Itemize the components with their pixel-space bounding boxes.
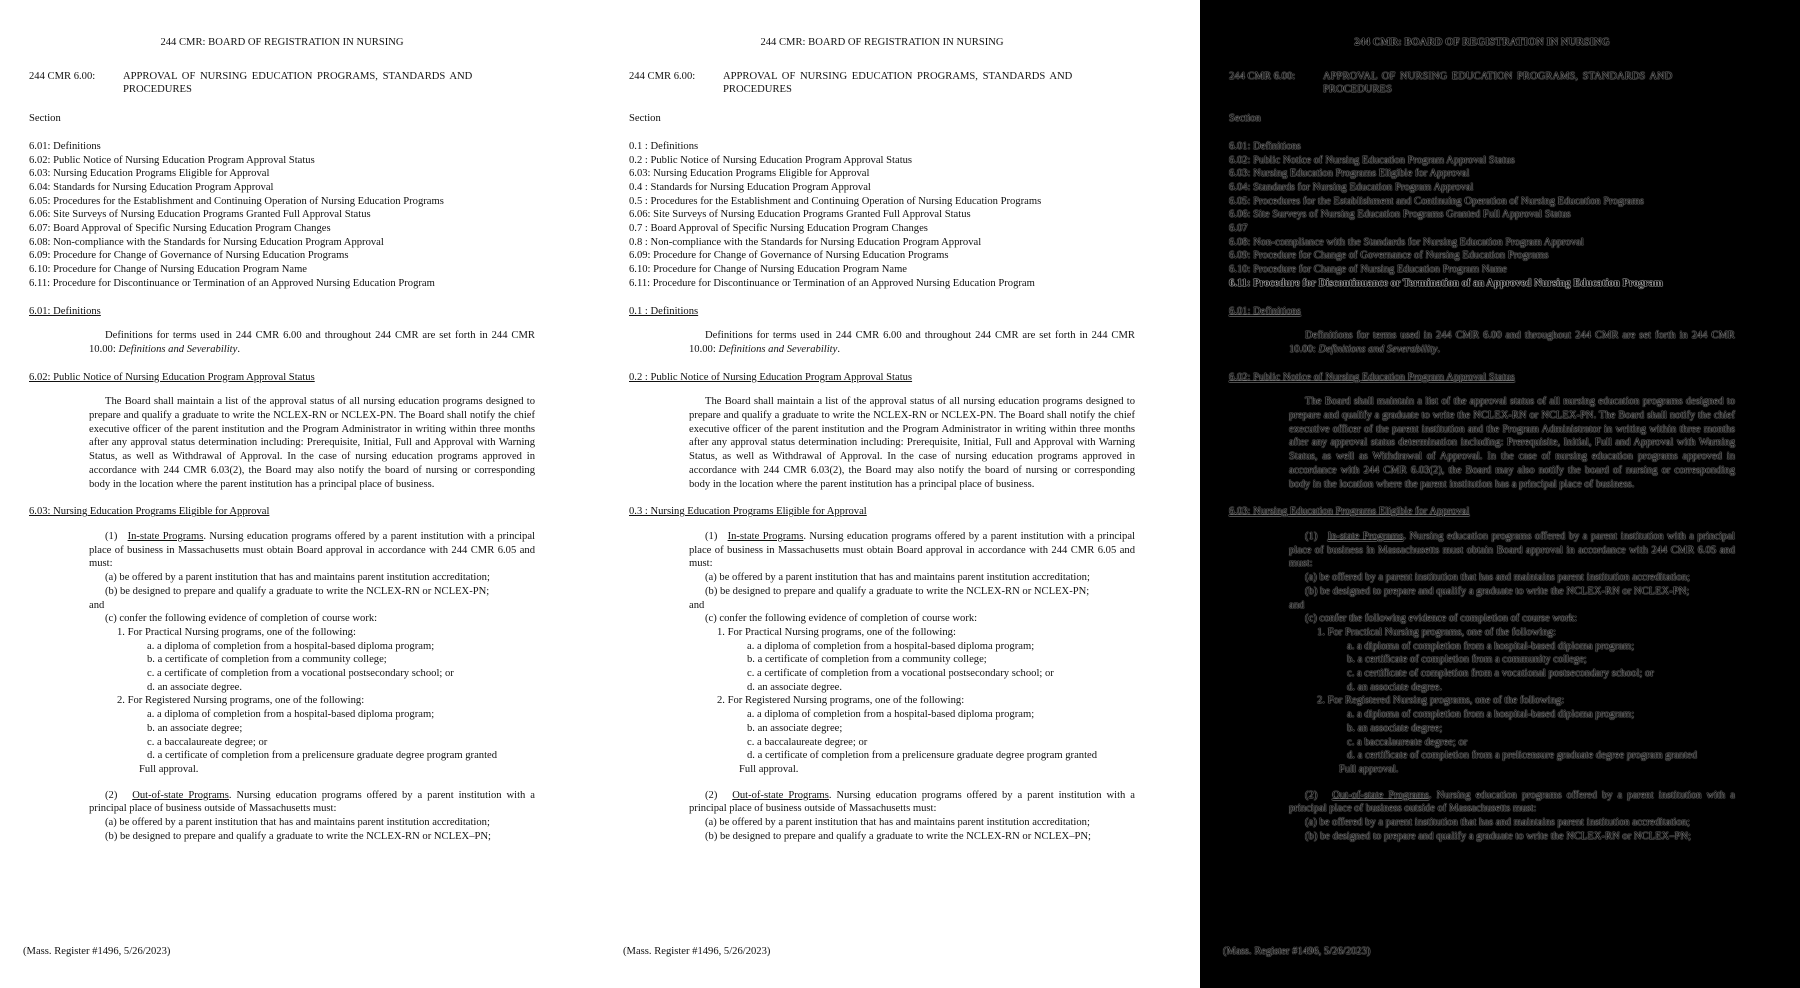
document-page-3: [1200, 0, 1800, 988]
in-state-text: . Nursing education programs offered by a parent institution with a principal place of business in Massachusetts must obtain Board approval in accordance with 244 CMR 6.05 and must:: [1289, 530, 1736, 570]
in-state-paragraph: [89, 530, 535, 571]
public-notice-paragraph: [629, 395, 1135, 491]
toc-entry: 6.08: Non-compliance with the Standards for Nursing Education Program Approval: [29, 236, 384, 248]
table-of-contents: [629, 140, 1135, 291]
page-content: [29, 36, 535, 855]
registered-nursing-heading: 2. For Registered Nursing programs, one of the following:: [1317, 695, 1565, 707]
out-of-state-paragraph: [89, 789, 535, 816]
toc-entry: 6.08: Non-compliance with the Standards for Nursing Education Program Approval: [1229, 236, 1584, 248]
registered-item-a: a. a diploma of completion from a hospital-based diploma program;: [747, 709, 1035, 721]
public-notice-text: The Board shall maintain a list of the approval status of all nursing education programs designed to prepare and qualify a graduate to write the NCLEX-RN or NCLEX-PN. The Board shall notify the chief executive officer of the parent institution and the Program Administrator in writing within three months after any approval status determination including: Prerequisite, Initial, Full and Approval with Warning Status, as well as Withdrawal of Approval. In the case of nursing education programs approved in accordance with 244 CMR 6.03(2), the Board may also notify the board of nursing or corresponding body in the location where the parent institution has a principal place of business.: [1289, 396, 1735, 490]
toc-entry: 6.06: Site Surveys of Nursing Education Programs Granted Full Approval Status: [629, 209, 971, 221]
definitions-citation: Definitions and Severability: [1318, 343, 1438, 355]
registered-item-b: b. an associate degree;: [747, 722, 843, 734]
toc-entry: 6.03: Nursing Education Programs Eligible for Approval: [629, 168, 870, 180]
chapter-title: APPROVAL OF NURSING EDUCATION PROGRAMS, STANDARDS AND PROCEDURES: [1323, 70, 1673, 96]
chapter-heading: [1229, 70, 1735, 97]
list-item-c: (c) confer the following evidence of completion of course work:: [105, 613, 378, 625]
list-connector: and: [689, 599, 705, 611]
chapter-heading: [29, 70, 535, 97]
toc-entry: 6.04: Standards for Nursing Education Program Approval: [29, 181, 274, 193]
section-heading-eligible-programs: 6.03: Nursing Education Programs Eligible for Approval: [1229, 506, 1470, 518]
toc-entry: 0.1 : Definitions: [629, 140, 699, 152]
in-state-block: [629, 530, 1135, 777]
out-of-state-item-b: (b) be designed to prepare and qualify a graduate to write the NCLEX-RN or NCLEX–PN;: [705, 830, 1091, 842]
out-of-state-text: . Nursing education programs offered by a parent institution with a principal place of business outside of Massachusetts must:: [689, 789, 1135, 815]
out-of-state-block: [1229, 789, 1735, 844]
toc-entry: 6.03: Nursing Education Programs Eligible for Approval: [29, 168, 270, 180]
toc-entry: 6.06: Site Surveys of Nursing Education Programs Granted Full Approval Status: [1229, 209, 1571, 221]
registered-item-a: a. a diploma of completion from a hospital-based diploma program;: [1347, 709, 1635, 721]
chapter-heading: [629, 70, 1135, 97]
list-item-a: (a) be offered by a parent institution that has and maintains parent institution accreditation;: [705, 572, 1090, 584]
page-footer: (Mass. Register #1496, 5/26/2023): [23, 946, 171, 957]
registered-item-b: b. an associate degree;: [147, 722, 243, 734]
section-label: Section: [29, 113, 61, 125]
toc-entry: 6.07: [1229, 223, 1248, 235]
out-of-state-number: (2): [1305, 789, 1318, 801]
public-notice-text: The Board shall maintain a list of the approval status of all nursing education programs designed to prepare and qualify a graduate to write the NCLEX-RN or NCLEX-PN. The Board shall notify the chief executive officer of the parent institution and the Program Administrator in writing within three months after any approval status determination including: Prerequisite, Initial, Full and Approval with Warning Status, as well as Withdrawal of Approval. In the case of nursing education programs approved in accordance with 244 CMR 6.03(2), the Board may also notify the board of nursing or corresponding body in the location where the parent institution has a principal place of business.: [89, 396, 535, 490]
in-state-text: . Nursing education programs offered by a parent institution with a principal place of business in Massachusetts must obtain Board approval in accordance with 244 CMR 6.05 and must:: [689, 530, 1136, 570]
list-item-b: (b) be designed to prepare and qualify a graduate to write the NCLEX-RN or NCLEX-PN;: [105, 585, 490, 597]
definitions-text: Definitions for terms used in 244 CMR 6.00 and throughout 244 CMR are set forth in 244 CMR 10.00:: [689, 330, 1135, 355]
practical-item-c: c. a certificate of completion from a vocational postsecondary school; or: [1347, 668, 1654, 680]
list-item-a: (a) be offered by a parent institution that has and maintains parent institution accreditation;: [1305, 572, 1690, 584]
out-of-state-item-b: (b) be designed to prepare and qualify a graduate to write the NCLEX-RN or NCLEX–PN;: [105, 830, 491, 842]
toc-entry: 6.02: Public Notice of Nursing Education Program Approval Status: [29, 154, 315, 166]
table-of-contents: [29, 140, 535, 291]
out-of-state-number: (2): [105, 789, 118, 801]
registered-item-d: d. a certificate of completion from a prelicensure graduate degree program granted: [147, 750, 498, 762]
practical-item-d: d. an associate degree.: [1347, 681, 1443, 693]
public-notice-paragraph: [1229, 395, 1735, 491]
document-page-1: [0, 0, 600, 988]
out-of-state-paragraph: [1289, 789, 1735, 816]
section-heading-eligible-programs: 0.3 : Nursing Education Programs Eligible for Approval: [629, 506, 867, 518]
running-header: 244 CMR: BOARD OF REGISTRATION IN NURSING: [1354, 37, 1610, 48]
registered-item-c: c. a baccalaureate degree; or: [147, 736, 268, 748]
definitions-end: .: [237, 343, 240, 355]
in-state-heading: In-state Programs: [127, 530, 204, 542]
out-of-state-item-a: (a) be offered by a parent institution that has and maintains parent institution accreditation;: [1305, 817, 1690, 829]
section-heading-public-notice: 0.2 : Public Notice of Nursing Education Program Approval Status: [629, 371, 913, 383]
out-of-state-item-b: (b) be designed to prepare and qualify a graduate to write the NCLEX-RN or NCLEX–PN;: [1305, 830, 1691, 842]
toc-entry: 6.05: Procedures for the Establishment and Continuing Operation of Nursing Education Programs: [29, 195, 444, 207]
practical-item-a: a. a diploma of completion from a hospital-based diploma program;: [1347, 640, 1635, 652]
practical-item-c: c. a certificate of completion from a vocational postsecondary school; or: [147, 668, 454, 680]
toc-entry: 0.2 : Public Notice of Nursing Education Program Approval Status: [629, 154, 913, 166]
page-footer: (Mass. Register #1496, 5/26/2023): [1223, 946, 1371, 957]
toc-entry: 6.03: Nursing Education Programs Eligible for Approval: [1229, 168, 1470, 180]
practical-item-a: a. a diploma of completion from a hospital-based diploma program;: [147, 640, 435, 652]
section-label: Section: [1229, 113, 1261, 125]
list-item-b: (b) be designed to prepare and qualify a graduate to write the NCLEX-RN or NCLEX-PN;: [1305, 585, 1690, 597]
chapter-title: APPROVAL OF NURSING EDUCATION PROGRAMS, STANDARDS AND PROCEDURES: [123, 70, 473, 96]
chapter-number: 244 CMR 6.00:: [629, 70, 696, 82]
in-state-text: . Nursing education programs offered by a parent institution with a principal place of business in Massachusetts must obtain Board approval in accordance with 244 CMR 6.05 and must:: [89, 530, 536, 570]
registered-nursing-heading: 2. For Registered Nursing programs, one of the following:: [117, 695, 365, 707]
list-item-a: (a) be offered by a parent institution that has and maintains parent institution accreditation;: [105, 572, 490, 584]
toc-entry: 6.10: Procedure for Change of Nursing Education Program Name: [29, 264, 308, 276]
section-heading-definitions: 6.01: Definitions: [1229, 305, 1301, 317]
toc-entry: 6.04: Standards for Nursing Education Program Approval: [1229, 181, 1474, 193]
practical-nursing-heading: 1. For Practical Nursing programs, one of the following:: [117, 626, 356, 638]
page-content: [1229, 36, 1735, 855]
registered-nursing-heading: 2. For Registered Nursing programs, one of the following:: [717, 695, 965, 707]
practical-nursing-heading: 1. For Practical Nursing programs, one of the following:: [1317, 626, 1556, 638]
in-state-paragraph: [1289, 530, 1735, 571]
section-heading-definitions: 6.01: Definitions: [29, 305, 101, 317]
chapter-number: 244 CMR 6.00:: [1229, 70, 1296, 82]
definitions-end: .: [1437, 343, 1440, 355]
running-header: 244 CMR: BOARD OF REGISTRATION IN NURSING: [160, 37, 404, 48]
toc-entry: 6.11: Procedure for Discontinuance or Termination of an Approved Nursing Education Program: [1229, 277, 1663, 289]
list-item-c: (c) confer the following evidence of completion of course work:: [1305, 613, 1578, 625]
list-item-b: (b) be designed to prepare and qualify a graduate to write the NCLEX-RN or NCLEX-PN;: [705, 585, 1090, 597]
toc-entry: 6.09: Procedure for Change of Governance of Nursing Education Programs: [29, 250, 349, 262]
in-state-number: (1): [705, 530, 718, 542]
out-of-state-heading: Out-of-state Programs: [732, 789, 829, 801]
registered-item-a: a. a diploma of completion from a hospital-based diploma program;: [147, 709, 435, 721]
practical-item-b: b. a certificate of completion from a community college;: [747, 654, 987, 666]
in-state-paragraph: [689, 530, 1135, 571]
registered-item-d: d. a certificate of completion from a prelicensure graduate degree program granted: [747, 750, 1098, 762]
out-of-state-number: (2): [705, 789, 718, 801]
section-label: Section: [629, 113, 661, 125]
toc-entry: 6.06: Site Surveys of Nursing Education Programs Granted Full Approval Status: [29, 209, 371, 221]
practical-item-b: b. a certificate of completion from a community college;: [1347, 654, 1587, 666]
definitions-end: .: [837, 343, 840, 355]
definitions-paragraph: [629, 329, 1135, 356]
table-of-contents: [1229, 140, 1735, 291]
definitions-text: Definitions for terms used in 244 CMR 6.00 and throughout 244 CMR are set forth in 244 CMR 10.00:: [89, 330, 535, 355]
practical-item-a: a. a diploma of completion from a hospital-based diploma program;: [747, 640, 1035, 652]
practical-item-c: c. a certificate of completion from a vocational postsecondary school; or: [747, 668, 1054, 680]
toc-entry: 6.07: Board Approval of Specific Nursing Education Program Changes: [29, 223, 331, 235]
out-of-state-text: . Nursing education programs offered by a parent institution with a principal place of business outside of Massachusetts must:: [1289, 789, 1735, 815]
chapter-title: APPROVAL OF NURSING EDUCATION PROGRAMS, STANDARDS AND PROCEDURES: [723, 70, 1073, 96]
out-of-state-heading: Out-of-state Programs: [132, 789, 229, 801]
section-heading-definitions: 0.1 : Definitions: [629, 305, 699, 317]
in-state-number: (1): [1305, 530, 1318, 542]
registered-item-c: c. a baccalaureate degree; or: [1347, 736, 1468, 748]
out-of-state-block: [29, 789, 535, 844]
practical-nursing-heading: 1. For Practical Nursing programs, one of the following:: [717, 626, 956, 638]
public-notice-paragraph: [29, 395, 535, 491]
out-of-state-text: . Nursing education programs offered by a parent institution with a principal place of business outside of Massachusetts must:: [89, 789, 535, 815]
definitions-text: Definitions for terms used in 244 CMR 6.00 and throughout 244 CMR are set forth in 244 CMR 10.00:: [1289, 330, 1735, 355]
practical-item-b: b. a certificate of completion from a community college;: [147, 654, 387, 666]
definitions-paragraph: [29, 329, 535, 356]
document-page-2: [600, 0, 1200, 988]
toc-entry: 0.8 : Non-compliance with the Standards for Nursing Education Program Approval: [629, 236, 982, 248]
in-state-heading: In-state Programs: [1327, 530, 1404, 542]
toc-entry: 6.01: Definitions: [29, 140, 101, 152]
public-notice-text: The Board shall maintain a list of the approval status of all nursing education programs designed to prepare and qualify a graduate to write the NCLEX-RN or NCLEX-PN. The Board shall notify the chief executive officer of the parent institution and the Program Administrator in writing within three months after any approval status determination including: Prerequisite, Initial, Full and Approval with Warning Status, as well as Withdrawal of Approval. In the case of nursing education programs approved in accordance with 244 CMR 6.03(2), the Board may also notify the board of nursing or corresponding body in the location where the parent institution has a principal place of business.: [689, 396, 1135, 490]
toc-entry: 6.05: Procedures for the Establishment and Continuing Operation of Nursing Education Programs: [1229, 195, 1644, 207]
list-item-c: (c) confer the following evidence of completion of course work:: [705, 613, 978, 625]
definitions-citation: Definitions and Severability: [118, 343, 238, 355]
registered-item-b: b. an associate degree;: [1347, 722, 1443, 734]
toc-entry: 6.01: Definitions: [1229, 140, 1301, 152]
registered-item-d: d. a certificate of completion from a prelicensure graduate degree program granted: [1347, 750, 1698, 762]
chapter-number: 244 CMR 6.00:: [29, 70, 96, 82]
toc-entry: 0.7 : Board Approval of Specific Nursing Education Program Changes: [629, 223, 928, 235]
practical-item-d: d. an associate degree.: [747, 681, 843, 693]
page-content: [629, 36, 1135, 855]
out-of-state-item-a: (a) be offered by a parent institution that has and maintains parent institution accreditation;: [705, 817, 1090, 829]
in-state-heading: In-state Programs: [727, 530, 804, 542]
toc-entry: 6.11: Procedure for Discontinuance or Termination of an Approved Nursing Education Program: [29, 277, 435, 289]
toc-entry: 0.5 : Procedures for the Establishment and Continuing Operation of Nursing Education Programs: [629, 195, 1042, 207]
toc-entry: 0.4 : Standards for Nursing Education Program Approval: [629, 181, 871, 193]
registered-item-d-cont: Full approval.: [139, 763, 199, 775]
toc-entry: 6.02: Public Notice of Nursing Education Program Approval Status: [1229, 154, 1515, 166]
section-heading-eligible-programs: 6.03: Nursing Education Programs Eligible for Approval: [29, 506, 270, 518]
in-state-number: (1): [105, 530, 118, 542]
registered-item-c: c. a baccalaureate degree; or: [747, 736, 868, 748]
definitions-paragraph: [1229, 329, 1735, 356]
toc-entry: 6.10: Procedure for Change of Nursing Education Program Name: [629, 264, 908, 276]
practical-item-d: d. an associate degree.: [147, 681, 243, 693]
running-header: 244 CMR: BOARD OF REGISTRATION IN NURSING: [760, 37, 1004, 48]
in-state-block: [1229, 530, 1735, 777]
out-of-state-heading: Out-of-state Programs: [1332, 789, 1429, 801]
section-heading-public-notice: 6.02: Public Notice of Nursing Education Program Approval Status: [1229, 371, 1515, 383]
out-of-state-block: [629, 789, 1135, 844]
in-state-block: [29, 530, 535, 777]
registered-item-d-cont: Full approval.: [739, 763, 799, 775]
registered-item-d-cont: Full approval.: [1339, 763, 1399, 775]
toc-entry: 6.10: Procedure for Change of Nursing Education Program Name: [1229, 264, 1508, 276]
toc-entry: 6.09: Procedure for Change of Governance of Nursing Education Programs: [1229, 250, 1549, 262]
toc-entry: 6.11: Procedure for Discontinuance or Termination of an Approved Nursing Education Program: [629, 277, 1035, 289]
list-connector: and: [89, 599, 105, 611]
toc-entry: 6.09: Procedure for Change of Governance of Nursing Education Programs: [629, 250, 949, 262]
page-footer: (Mass. Register #1496, 5/26/2023): [623, 946, 771, 957]
out-of-state-paragraph: [689, 789, 1135, 816]
definitions-citation: Definitions and Severability: [718, 343, 838, 355]
out-of-state-item-a: (a) be offered by a parent institution that has and maintains parent institution accreditation;: [105, 817, 490, 829]
list-connector: and: [1289, 599, 1305, 611]
section-heading-public-notice: 6.02: Public Notice of Nursing Education Program Approval Status: [29, 371, 315, 383]
